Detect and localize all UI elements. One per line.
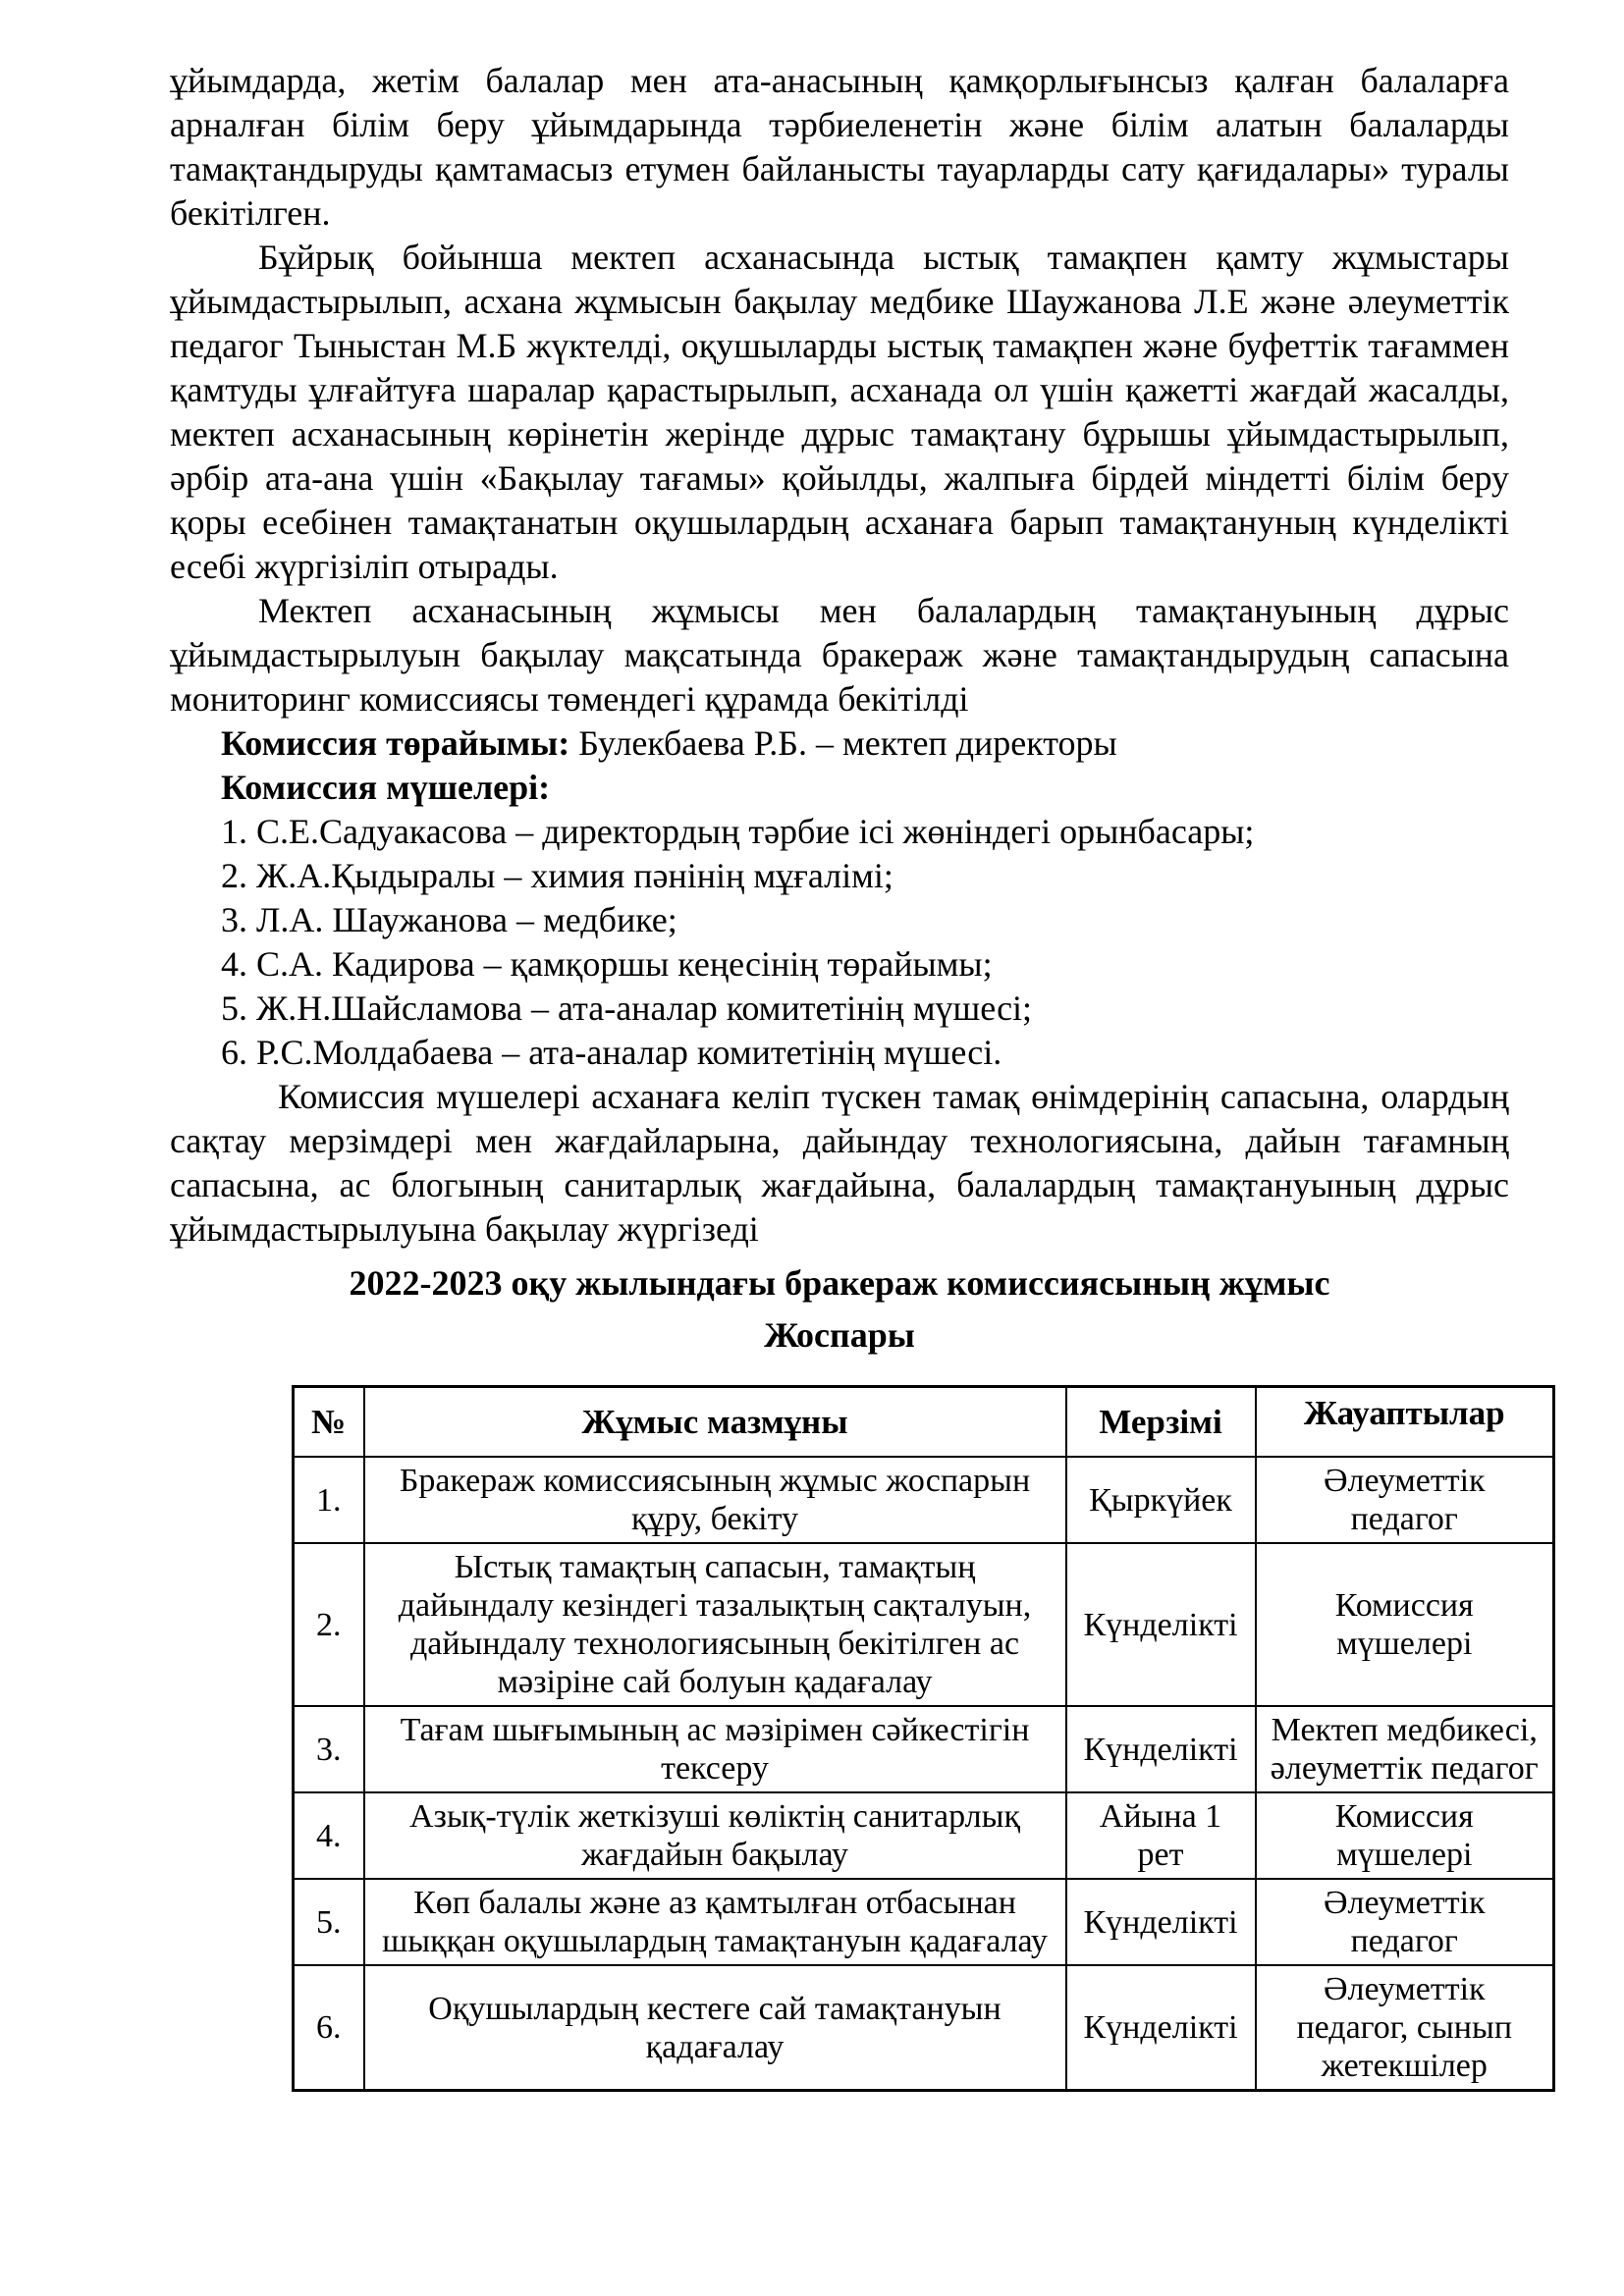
commission-member-item: 3. Л.А. Шаужанова – медбике; [221, 900, 677, 939]
header-term: Мерзімі [1066, 1387, 1256, 1458]
paragraph-duties: Комиссия мүшелері асханаға келіп түскен тамақ өнімдерінің сапасына, олардың сақтау мерзімдері мен жағдайларына, дайындау технологиясына, дайын тағамның сапасына, ас блогының санитарлық жағдайына, балалардың тамақтануының дұрыс ұйымдастырылуына бақылау жүргізеді [170, 1077, 1509, 1249]
paragraph-monitoring: Мектеп асханасының жұмысы мен балалардың тамақтануының дұрыс ұйымдастырылуын бақылау мақсатында бракераж және тамақтандырудың сапасына мониторинг комиссиясы төмендегі құрамда бекітілді [170, 591, 1509, 719]
cell-term: Күнделікті [1066, 1706, 1256, 1792]
cell-work-content: Азық-түлік жеткізуші көліктің санитарлық жағдайын бақылау [364, 1792, 1066, 1879]
work-plan-table [292, 1385, 1555, 2092]
cell-number: 5. [294, 1879, 364, 1965]
cell-number: 2. [294, 1543, 364, 1706]
table-row [294, 1706, 1554, 1792]
cell-term: Күнделікті [1066, 1879, 1256, 1965]
cell-work-content: Тағам шығымының ас мәзірімен сәйкестігін тексеру [364, 1706, 1066, 1792]
cell-responsible: Әлеуметтік педагог [1256, 1457, 1554, 1543]
commission-chair-label: Комиссия төрайымы: [221, 723, 570, 763]
commission-chair-value: Булекбаева Р.Б. – мектеп директоры [578, 723, 1117, 763]
table-row [294, 1457, 1554, 1543]
paragraph-continuation: ұйымдарда, жетім балалар мен ата-анасының қамқорлығынсыз қалған балаларға арналған білім беру ұйымдарында тәрбиеленетін және білім алатын балаларды тамақтандыруды қамтамасыз етумен байланысты тауарларды сату қағидалары» туралы бекітілген. [170, 61, 1509, 233]
cell-work-content: Ыстық тамақтың сапасын, тамақтың дайындалу кезіндегі тазалықтың сақталуын, дайындалу технологиясының бекітілген ас мәзіріне сай болуын қадағалау [364, 1543, 1066, 1706]
cell-responsible: Әлеуметтік педагог [1256, 1879, 1554, 1965]
cell-responsible: Комиссия мүшелері [1256, 1543, 1554, 1706]
header-number: № [294, 1387, 364, 1458]
cell-number: 6. [294, 1965, 364, 2091]
cell-work-content: Көп балалы және аз қамтылған отбасынан шыққан оқушылардың тамақтануын қадағалау [364, 1879, 1066, 1965]
commission-member-item: 4. С.А. Кадирова – қамқоршы кеңесінің төрайымы; [221, 944, 993, 984]
cell-term: Айына 1 рет [1066, 1792, 1256, 1879]
table-row [294, 1879, 1554, 1965]
cell-responsible: Комиссия мүшелері [1256, 1792, 1554, 1879]
cell-work-content: Оқушылардың кестеге сай тамақтануын қадағалау [364, 1965, 1066, 2091]
commission-member-item: 2. Ж.А.Қыдыралы – химия пәнінің мұғалімі; [221, 856, 893, 895]
plan-title-line2: Жоспары [764, 1315, 915, 1355]
cell-work-content: Бракераж комиссиясының жұмыс жоспарын құру, бекіту [364, 1457, 1066, 1543]
cell-responsible: Әлеуметтік педагог, сынып жетекшілер [1256, 1965, 1554, 2091]
paragraph-order: Бұйрық бойынша мектеп асханасында ыстық тамақпен қамту жұмыстары ұйымдастырылып, асхана жұмысын бақылау медбике Шаужанова Л.Е және әлеуметтік педагог Тыныстан М.Б жүктелді, оқушыларды ыстық тамақпен және буфеттік тағаммен қамтуды ұлғайтуға шаралар қарастырылып, асханада ол үшін қажетті жағдай жасалды, мектеп асханасының көрінетін жерінде дұрыс тамақтану бұрышы ұйымдастырылып, әрбір ата-ана үшін «Бақылау тағамы» қойылды, жалпыға бірдей міндетті білім беру қоры есебінен тамақтанатын оқушылардың асханаға барып тамақтануның күнделікті есебі жүргізіліп отырады. [170, 238, 1509, 586]
cell-term: Күнделікті [1066, 1543, 1256, 1706]
cell-term: Қыркүйек [1066, 1457, 1256, 1543]
table-header-row [294, 1387, 1554, 1458]
cell-term: Күнделікті [1066, 1965, 1256, 2091]
cell-number: 4. [294, 1792, 364, 1879]
plan-title-line1: 2022-2023 оқу жылындағы бракераж комиссиясының жұмыс [349, 1263, 1330, 1303]
header-work-content: Жұмыс мазмұны [364, 1387, 1066, 1458]
header-responsible: Жауаптылар [1256, 1387, 1554, 1458]
table-row [294, 1543, 1554, 1706]
table-row [294, 1792, 1554, 1879]
table-row [294, 1965, 1554, 2091]
cell-responsible: Мектеп медбикесі, әлеуметтік педагог [1256, 1706, 1554, 1792]
commission-member-item: 1. С.Е.Садуакасова – директордың тәрбие ісі жөніндегі орынбасары; [221, 812, 1255, 851]
commission-members-heading: Комиссия мүшелері: [221, 768, 551, 807]
cell-number: 3. [294, 1706, 364, 1792]
plan-title [170, 1257, 1509, 1362]
commission-chair-line [170, 721, 1509, 766]
cell-number: 1. [294, 1457, 364, 1543]
commission-member-item: 5. Ж.Н.Шайсламова – ата-аналар комитетінің мүшесі; [221, 988, 1033, 1028]
commission-member-item: 6. Р.С.Молдабаева – ата-аналар комитетінің мүшесі. [221, 1033, 1002, 1072]
